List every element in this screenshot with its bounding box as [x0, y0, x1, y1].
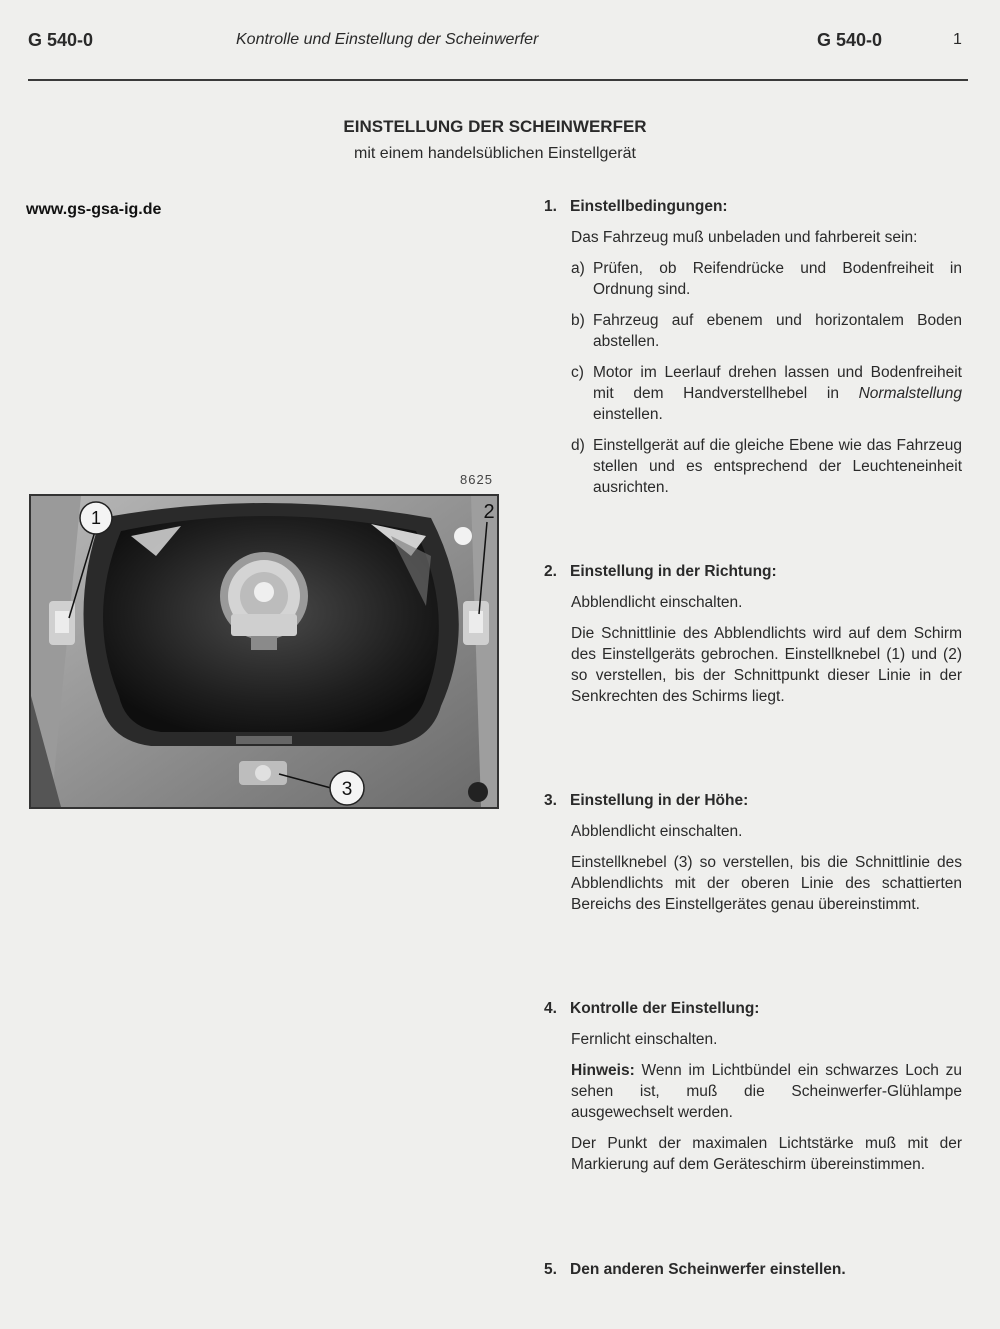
section-2-title: Einstellung in der Richtung: [570, 563, 777, 580]
note-label: Hinweis: [571, 1062, 635, 1079]
item-text: Einstellgerät auf die gleiche Ebene wie das Fahrzeug stellen und es entsprechend der Leuchteneinheit ausrichten. [593, 437, 962, 496]
website-url: www.gs-gsa-ig.de [26, 201, 162, 218]
section-1-title: Einstellbedingungen: [570, 198, 728, 215]
section-4-p3: Der Punkt der maximalen Lichtstärke muß mit der Markierung auf dem Geräteschirm übereinstimmen. [571, 1135, 962, 1173]
header-title: Kontrolle und Einstellung der Scheinwerfer [236, 31, 539, 48]
headlight-illustration [31, 496, 497, 807]
figure-number: 8625 [460, 472, 493, 487]
section-5-title: Den anderen Scheinwerfer einstellen. [570, 1261, 846, 1278]
section-1-intro: Das Fahrzeug muß unbeladen und fahrbereit sein: [571, 229, 918, 246]
section-3-p1: Abblendlicht einschalten. [571, 823, 743, 840]
header-code-left: G 540-0 [28, 30, 94, 50]
callout-1: 1 [90, 508, 102, 528]
section-4-heading [544, 998, 962, 1019]
section-3 [544, 790, 962, 915]
item-text-post: einstellen. [593, 406, 663, 423]
callout-2: 2 [483, 501, 495, 523]
item-text: Fahrzeug auf ebenem und horizontalem Boden abstellen. [593, 312, 962, 350]
item-label: d) [571, 437, 585, 454]
item-text: Prüfen, ob Reifendrücke und Bodenfreiheit in Ordnung sind. [593, 260, 962, 298]
section-1-number: 1. [544, 198, 557, 215]
section-3-number: 3. [544, 792, 557, 809]
section-4 [544, 998, 962, 1175]
list-item [571, 258, 962, 300]
section-4-note [571, 1060, 962, 1123]
page-subtitle: mit einem handelsüblichen Einstellgerät [354, 145, 636, 162]
header-code-right: G 540-0 [817, 30, 883, 50]
section-3-title: Einstellung in der Höhe: [570, 792, 749, 809]
list-item [571, 435, 962, 498]
page-title: EINSTELLUNG DER SCHEINWERFER [343, 117, 647, 136]
callout-3: 3 [341, 779, 353, 800]
section-2 [544, 561, 962, 707]
item-label: a) [571, 260, 585, 277]
headlight-photo [29, 494, 499, 809]
section-2-heading [544, 561, 962, 582]
section-4-title: Kontrolle der Einstellung: [570, 1000, 760, 1017]
page-number: 1 [953, 31, 962, 48]
section-2-p2: Die Schnittlinie des Abblendlichts wird auf dem Schirm des Einstellgeräts gebrochen. Einstellknebel (1) und (2) so verstellen, bis der Schnittpunkt dieser Linie in der Senkrechten des Schirms liegt. [571, 625, 962, 705]
section-2-p1: Abblendlicht einschalten. [571, 594, 743, 611]
section-2-number: 2. [544, 563, 557, 580]
item-text [593, 362, 962, 425]
item-text-pre: Motor im Leerlauf drehen lassen und Bodenfreiheit mit dem Handverstellhebel in [593, 364, 962, 402]
section-5-heading [544, 1259, 962, 1280]
section-4-number: 4. [544, 1000, 557, 1017]
item-text-emphasis: Normalstellung [858, 385, 962, 402]
section-5 [544, 1259, 962, 1280]
list-item [571, 310, 962, 352]
item-label: c) [571, 364, 584, 381]
section-3-p2: Einstellknebel (3) so verstellen, bis die Schnittlinie des Abblendlichts mit der oberen Linie des schattierten Bereichs des Einstellgerätes genau übereinstimmt. [571, 854, 962, 913]
section-1 [544, 196, 962, 498]
section-1-heading [544, 196, 962, 217]
section-5-number: 5. [544, 1261, 557, 1278]
section-3-heading [544, 790, 962, 811]
note-text: Wenn im Lichtbündel ein schwarzes Loch zu sehen ist, muß die Scheinwerfer-Glühlampe ausgewechselt werden. [571, 1062, 962, 1121]
item-label: b) [571, 312, 585, 329]
header-rule [28, 79, 968, 81]
list-item [571, 362, 962, 425]
section-4-p1: Fernlicht einschalten. [571, 1031, 718, 1048]
